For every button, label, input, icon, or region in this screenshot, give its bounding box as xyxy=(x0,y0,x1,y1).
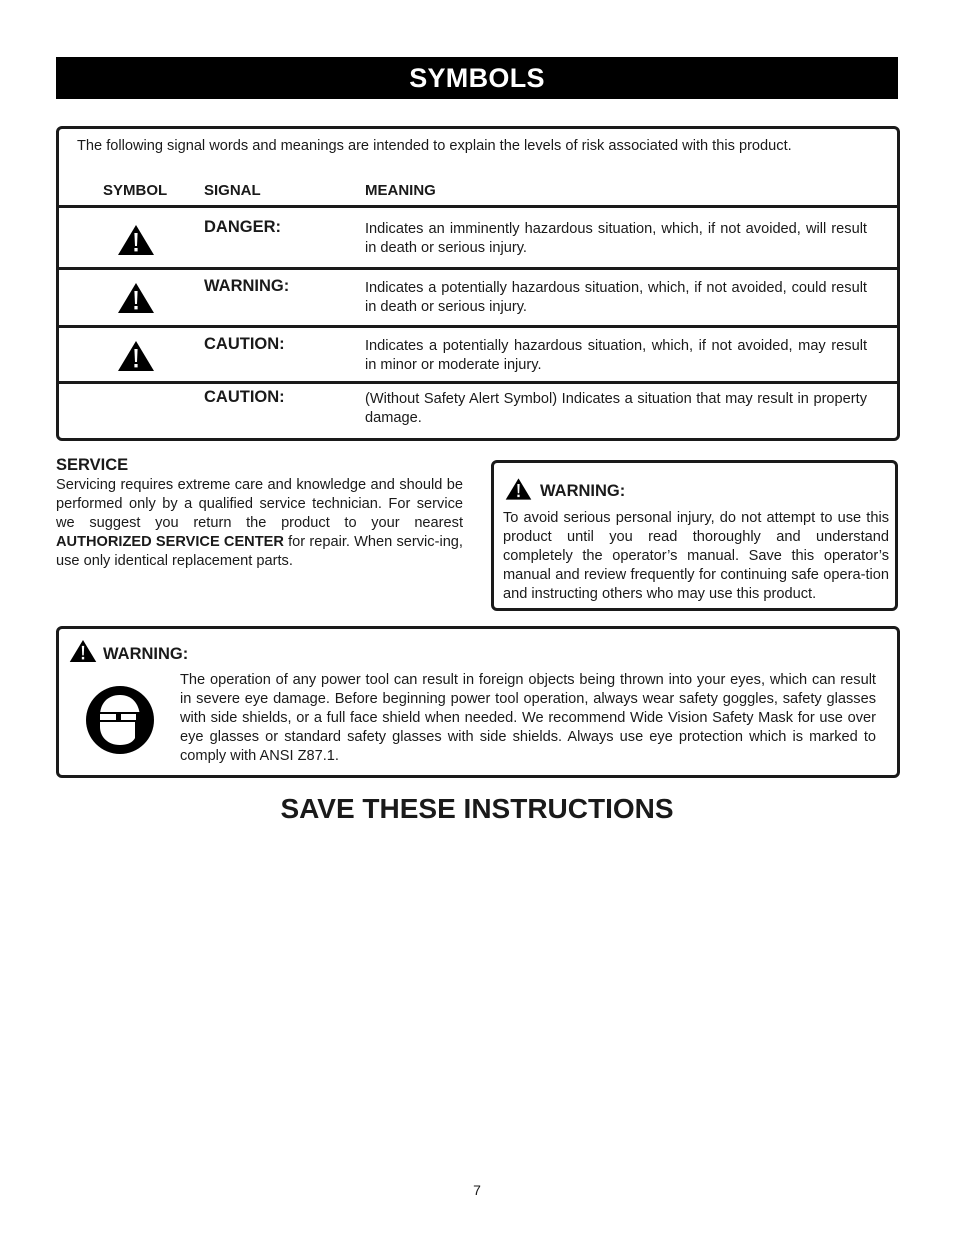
alert-triangle-icon xyxy=(117,340,155,372)
signal-caution: CAUTION: xyxy=(204,335,285,353)
meaning-warning: Indicates a potentially hazardous situation, which, if not avoided, could result in death or serious injury. xyxy=(365,280,867,315)
signal-danger: DANGER: xyxy=(204,218,281,236)
warning-text: To avoid serious personal injury, do not attempt to use this product until you read thoroughly and understand completely the operator’s manual. Save this operator’s manual and review frequently for continuing safe opera-tion and instructing others who may use this product. xyxy=(503,510,889,602)
warning-text: The operation of any power tool can result in foreign objects being thrown into your eyes, which can result in severe eye damage. Before beginning power tool operation, always wear safety goggles, safety glasses with side shields, or a full face shield when needed. We recommend Wide Vision Safety Mask for use over eye glasses or standard safety glasses with side shields. Always use eye protection which is marked to comply with ANSI Z87.1. xyxy=(180,672,876,764)
table-divider xyxy=(59,381,897,384)
service-heading: SERVICE xyxy=(56,456,129,474)
alert-triangle-icon xyxy=(505,477,532,501)
service-warning-box xyxy=(491,460,898,611)
column-header-symbol: SYMBOL xyxy=(103,182,168,199)
signal-caution-no-symbol: CAUTION: xyxy=(204,388,285,406)
alert-triangle-icon xyxy=(69,639,97,663)
symbols-intro: The following signal words and meanings are intended to explain the levels of risk associated with this product. xyxy=(77,138,792,154)
meaning-caution-no-symbol: (Without Safety Alert Symbol) Indicates a situation that may result in property damage. xyxy=(365,391,867,426)
table-divider xyxy=(59,325,897,328)
alert-triangle-icon xyxy=(117,282,155,314)
signal-warning: WARNING: xyxy=(204,277,290,295)
meaning-danger: Indicates an imminently hazardous situation, which, if not avoided, will result in death or serious injury. xyxy=(365,221,867,256)
page-title: SYMBOLS xyxy=(56,57,898,99)
table-divider xyxy=(59,267,897,270)
warning-label: WARNING: xyxy=(540,482,626,500)
page-number: 7 xyxy=(473,1182,481,1198)
safety-glasses-icon xyxy=(85,685,155,755)
service-text xyxy=(56,476,463,571)
alert-triangle-icon xyxy=(117,224,155,256)
column-header-signal: SIGNAL xyxy=(204,182,261,199)
service-text-part: for repair. When servic-ing, use only identical replacement parts. xyxy=(56,534,463,569)
service-text-part: Servicing requires extreme care and knowledge and should be performed only by a qualified service technician. For service we suggest you return the product to your nearest xyxy=(56,477,463,531)
symbols-table xyxy=(56,126,900,441)
warning-label: WARNING: xyxy=(103,645,189,663)
authorized-service-center: AUTHORIZED SERVICE CENTER xyxy=(56,534,284,550)
eye-protection-warning-box xyxy=(56,626,900,778)
meaning-caution: Indicates a potentially hazardous situation, which, if not avoided, may result in minor or moderate injury. xyxy=(365,338,867,373)
table-divider xyxy=(59,205,897,208)
column-header-meaning: MEANING xyxy=(365,182,436,199)
save-instructions-heading: SAVE THESE INSTRUCTIONS xyxy=(280,793,674,824)
